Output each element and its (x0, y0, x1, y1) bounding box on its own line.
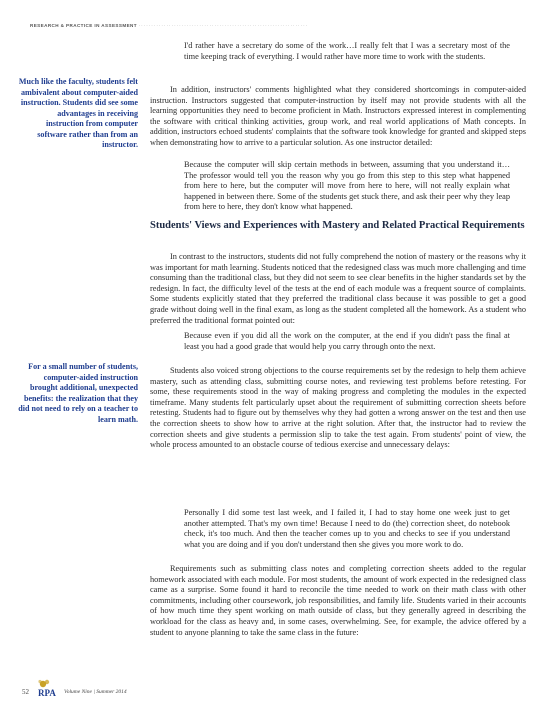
quote-text: Because the computer will skip certain methods in between, assuming that you understand it… The professor would tell you the reason why you go from this step to this step what happened from here to here, but the computer will move from here to here, will not really explain what happened in between there. Some of the students get stuck there, and ask their peer why they leap from here to here, they don't know what happened. (184, 160, 510, 212)
block-quote-final-exam (184, 331, 510, 352)
quote-text: Personally I did some test last week, and I failed it, I had to stay home one week just to get another attempted. That's my own time! Because I need to do (the) correction sheet, do notebook check, it's too much. And then the teacher comes up to you and checks to see if you understand what you are doing and if you don't understand then she gives you more work to do. (184, 508, 510, 549)
sidenote-ambivalent: Much like the faculty, students felt ambivalent about computer-aided instruction. Students did see some advantages in receiving instruction from computer software rather than from an instructor. (18, 77, 138, 149)
block-quote-computer-skips (184, 160, 510, 213)
block-quote-secretary (184, 41, 510, 62)
section-heading: Students' Views and Experiences with Mastery and Related Practical Requirements (150, 220, 525, 231)
body-paragraph-shortcomings (150, 85, 526, 149)
body-paragraph-mastery (150, 252, 526, 326)
paragraph-text: Students also voiced strong objections to the course requirements set by the redesign to help them achieve mastery, such as attending class, submitting course notes, and reviewing test problems before retesting. For some, these requirements stood in the way of making progress and completing the modules in the expected timeframe. Many students felt particularly upset about the requirement of submitting correction sheets before retesting. Students had to figure out by themselves why they had gotten a wrong answer on the test and then use the correction sheets to show how to arrive at the right solution. After that, the instructor had to review the correction sheets and give students a permission slip to take the test again. From students' point of view, the whole process amounted to an obstacle course of tedious exercise and unnecessary delays: (150, 366, 526, 450)
block-quote-test-retake (184, 508, 510, 550)
paragraph-text: In addition, instructors' comments highlighted what they considered shortcomings in computer-aided instruction. Instructors suggested that computer-instruction by itself may not provide students with all the learning opportunities they need to become proficient in Math. Instructors expressed interest in complementing the software with critical thinking activities, group work, and real world applications of Math concepts. In addition, instructors echoed students' complaints that the software took knowledge for granted and skipped steps when demonstrating how to arrive to a particular solution. As one instructor detailed: (150, 85, 526, 147)
quote-text: Because even if you did all the work on the computer, at the end if you didn't pass the final at least you had a good grade that would help you carry through onto the next. (184, 331, 510, 351)
body-paragraph-requirements (150, 366, 526, 451)
running-head-rule: ··································································· (138, 23, 309, 28)
paragraph-text: In contrast to the instructors, students did not fully comprehend the notion of mastery or the reasons why it was important for math learning. Students noticed that the redesigned class was much more challenging and time consuming than the traditional class, but they did not seem to see clear benefits in the higher standards set by the redesign. In fact, the difficulty level of the tests at the end of each module was a frequent source of complaints. Some students explicitly stated that they preferred the traditional class because it was possible to get a good grade without doing well in the final exam, as long as the student completed all the homework. As a student who preferred the traditional format pointed out: (150, 252, 526, 325)
quote-text: I'd rather have a secretary do some of the work…I really felt that I was a secretary most of the time keeping track of everything. I would rather have more time to work with the students. (184, 41, 510, 61)
page-number: 52 (22, 688, 29, 696)
sidenote-unexpected-benefits: For a small number of students, computer-aided instruction brought additional, unexpected benefits: the realization that they did not need to rely on a teacher to learn math. (18, 362, 138, 424)
rpa-logo-icon (36, 678, 62, 700)
running-head (30, 23, 530, 28)
issue-info: Volume Nine | Summer 2014 (64, 689, 127, 695)
body-paragraph-workload (150, 564, 526, 638)
paragraph-text: Requirements such as submitting class notes and completing correction sheets added to the regular homework associated with each module. For most students, the amount of work expected in the redesigned class came as a surprise. Some found it hard to reconcile the time needed to work on their math class with other commitments, including other coursework, job responsibilities, and family life. Students varied in their accounts of how much time they spent working on math outside of class, but they generally agreed in describing the workload for the class as heavy and, in some cases, overwhelming. See, for example, the advice offered by a student to anyone planning to take the same class in the future: (150, 564, 526, 637)
svg-text:RPA: RPA (38, 688, 56, 698)
running-head-label: RESEARCH & PRACTICE IN ASSESSMENT (30, 23, 137, 28)
